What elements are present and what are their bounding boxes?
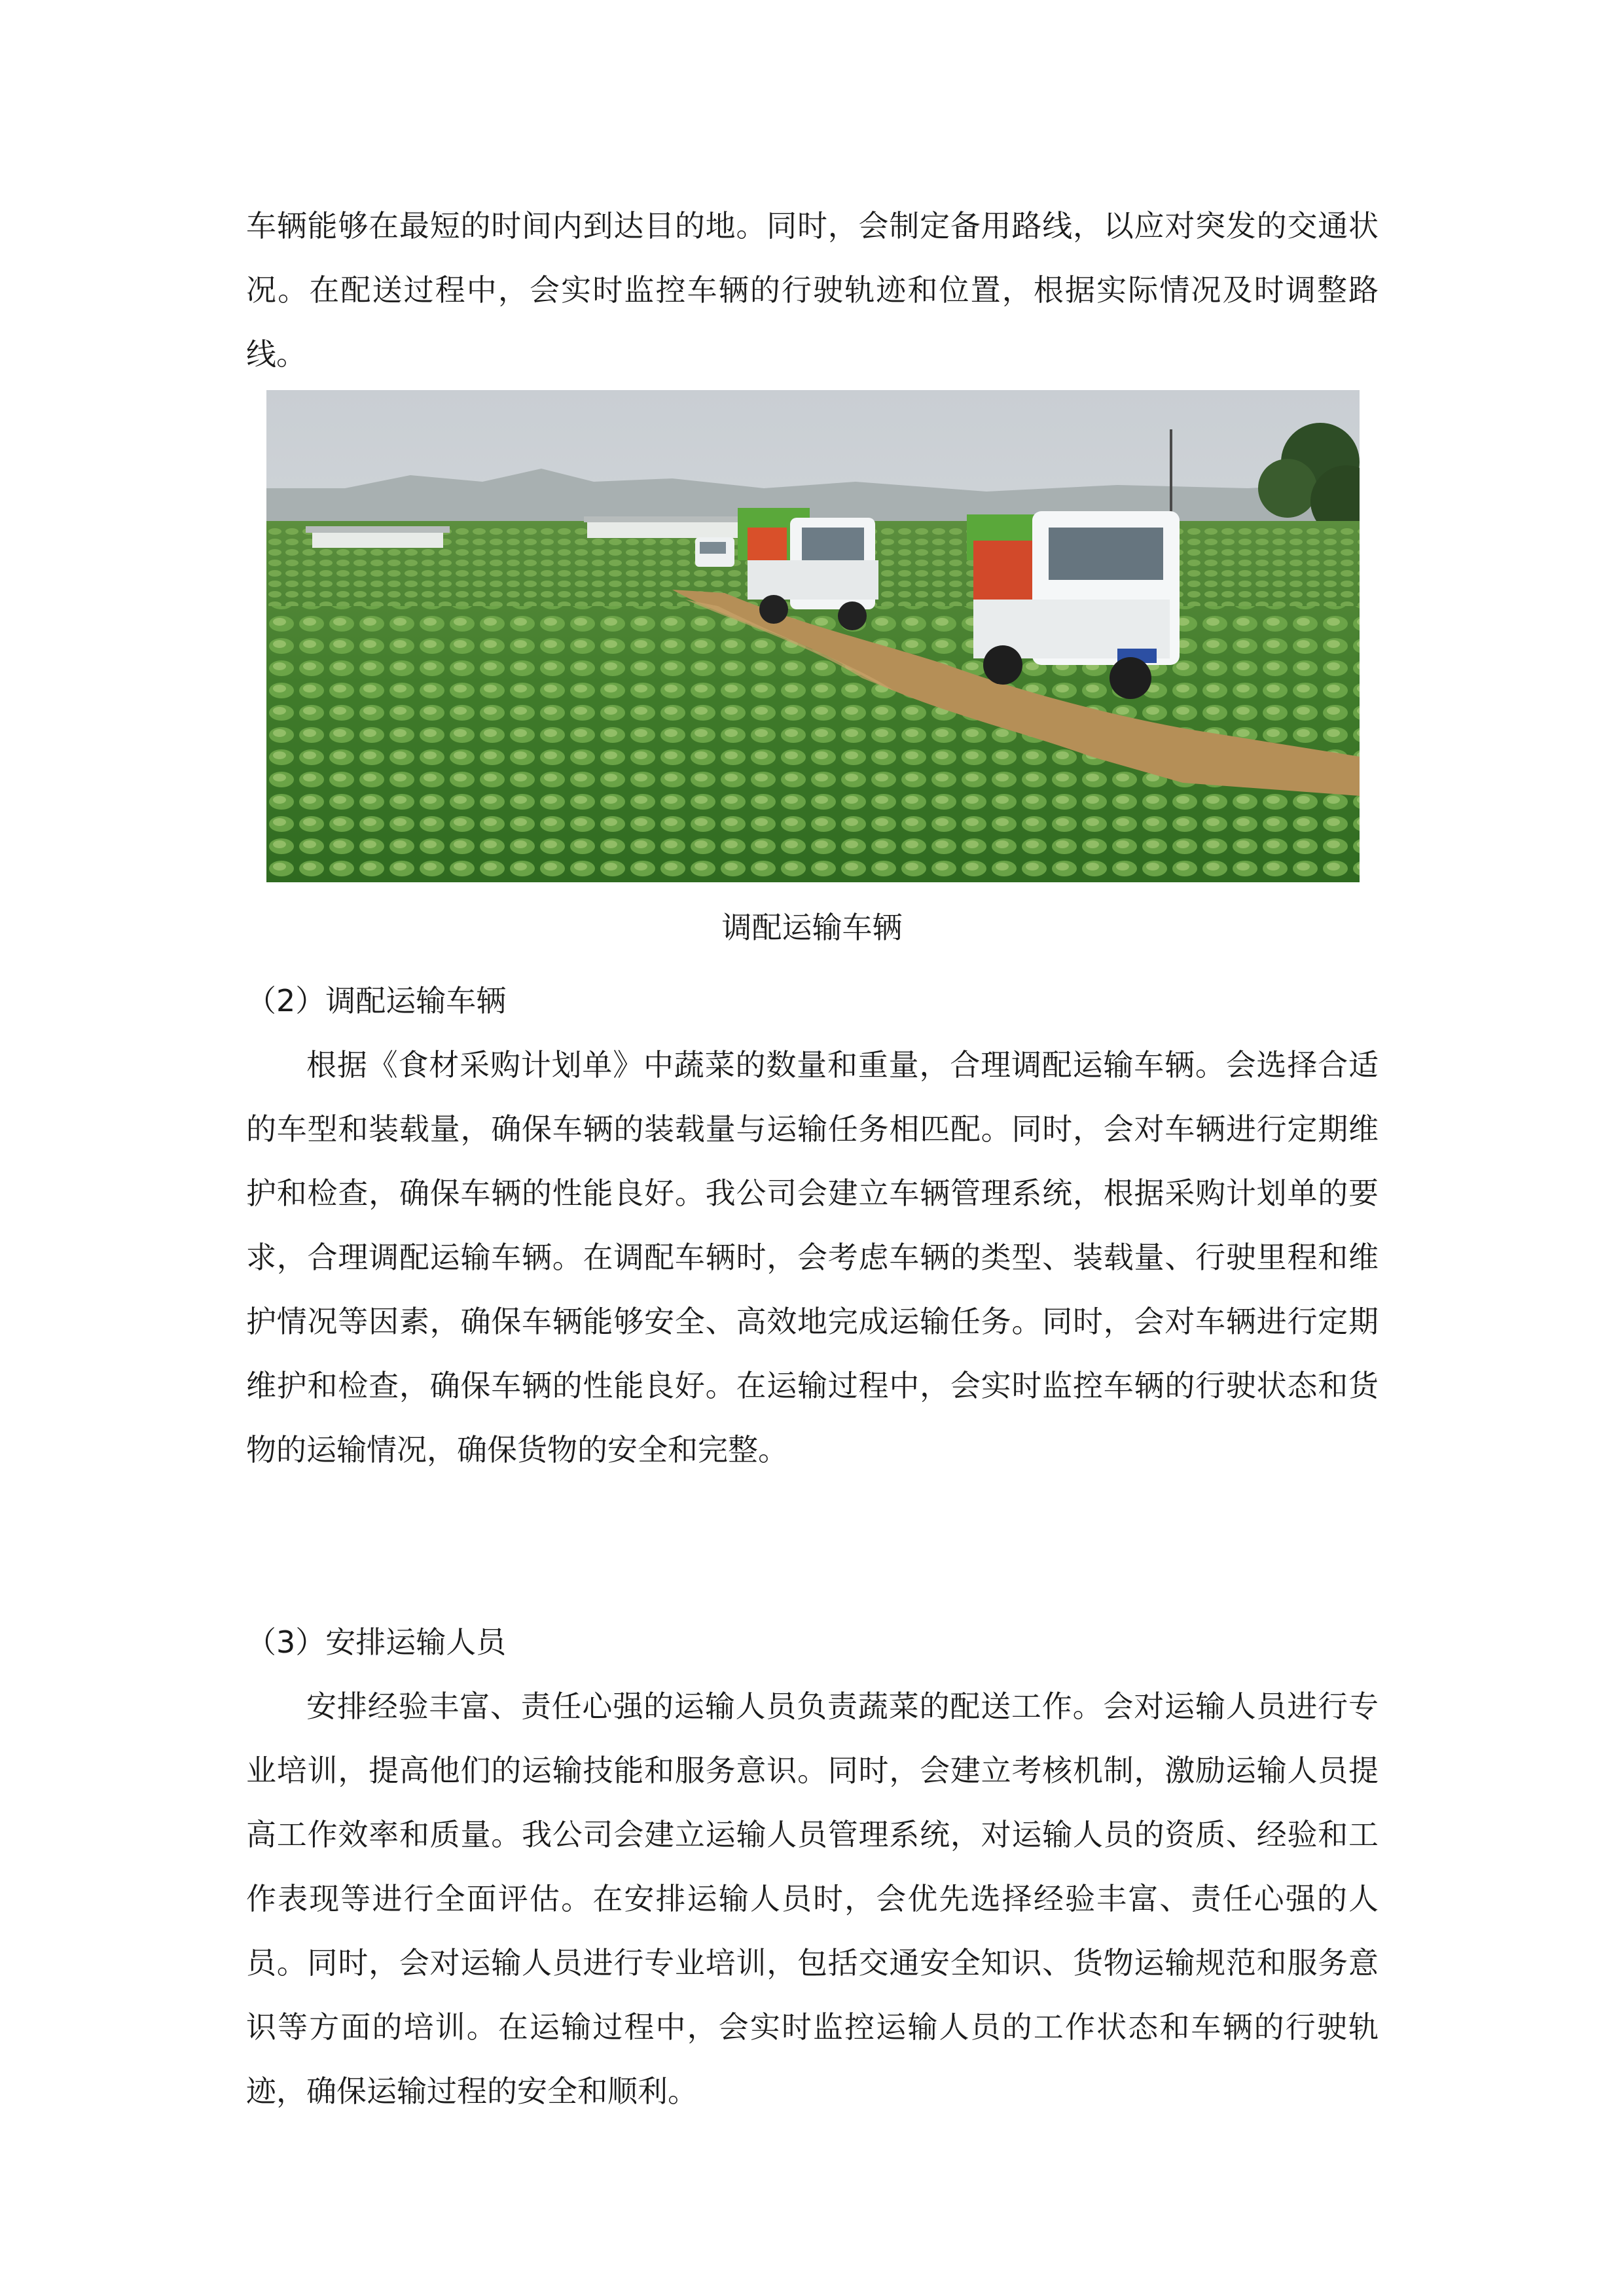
- section-3-body: 安排经验丰富、责任心强的运输人员负责蔬菜的配送工作。会对运输人员进行专业培训，提高他们的运输技能和服务意识。同时，会建立考核机制，激励运输人员提高工作效率和质量。我公司会建立运输人员管理系统，对运输人员的资质、经验和工作表现等进行全面评估。在安排运输人员时，会优先选择经验丰富、责任心强的人员。同时，会对运输人员进行专业培训，包括交通安全知识、货物运输规范和服务意识等方面的培训。在运输过程中，会实时监控运输人员的工作状态和车辆的行驶轨迹，确保运输过程的安全和顺利。: [246, 1689, 1379, 2109]
- transport-vehicles-photo: [266, 390, 1360, 882]
- section-2-heading: （2）调配运输车辆: [246, 983, 507, 1018]
- section-3-heading: （3）安排运输人员: [246, 1624, 507, 1660]
- figure-caption: 调配运输车辆: [721, 910, 903, 945]
- section-2-body: 根据《食材采购计划单》中蔬菜的数量和重量，合理调配运输车辆。会选择合适的车型和装载量，确保车辆的装载量与运输任务相匹配。同时，会对车辆进行定期维护和检查，确保车辆的性能良好。我公司会建立车辆管理系统，根据采购计划单的要求，合理调配运输车辆。在调配车辆时，会考虑车辆的类型、装载量、行驶里程和维护情况等因素，确保车辆能够安全、高效地完成运输任务。同时，会对车辆进行定期维护和检查，确保车辆的性能良好。在运输过程中，会实时监控车辆的行驶状态和货物的运输情况，确保货物的安全和完整。: [246, 1047, 1379, 1467]
- intro-paragraph: 车辆能够在最短的时间内到达目的地。同时，会制定备用路线，以应对突发的交通状况。在配送过程中，会实时监控车辆的行驶轨迹和位置，根据实际情况及时调整路线。: [246, 208, 1379, 372]
